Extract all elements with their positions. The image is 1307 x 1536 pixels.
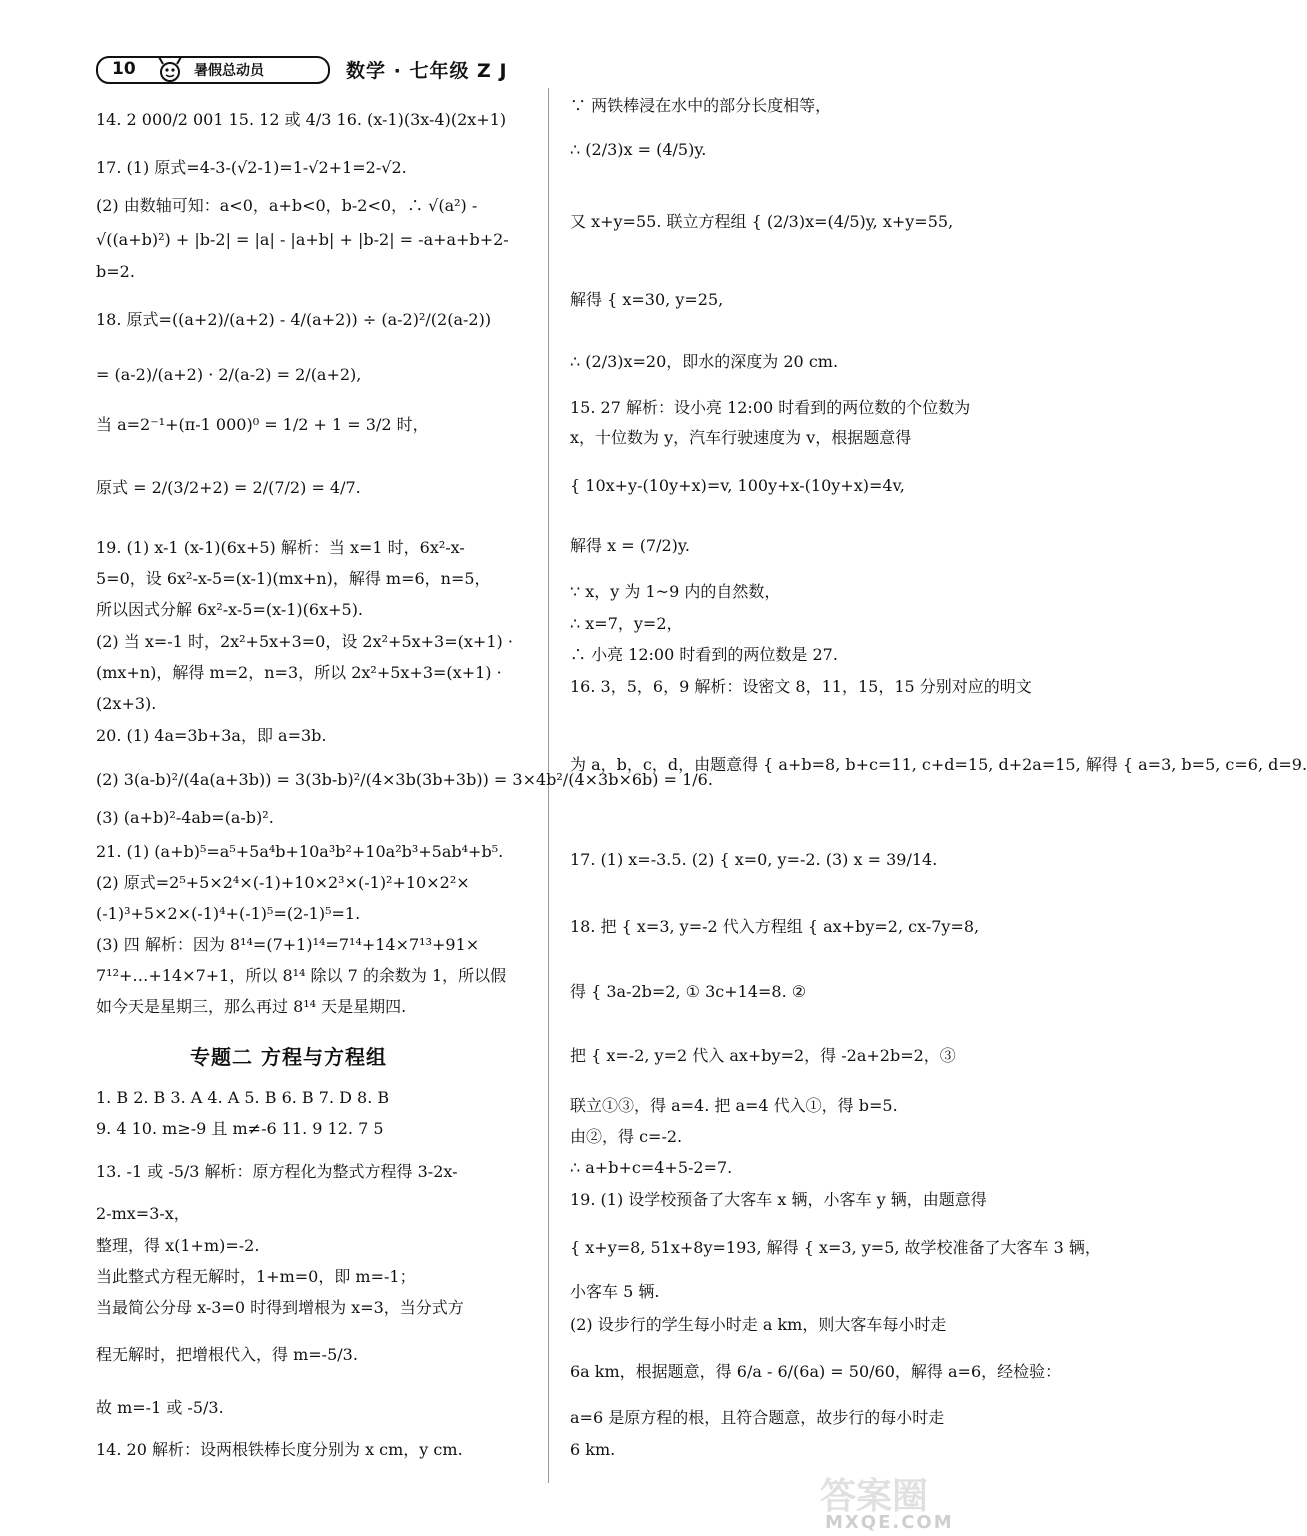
page-number-pill [96,56,330,84]
answer-line: 整理，得 x(1+m)=-2. [96,1236,260,1255]
answer-line: 故 m=-1 或 -5/3. [96,1398,224,1417]
answer-line: 6 km. [570,1440,616,1459]
watermark-domain: MXQE.COM [825,1512,954,1533]
answer-line: 9. 4 10. m≥-9 且 m≠-6 11. 9 12. 7 5 [96,1119,384,1138]
answer-line: 如今天是星期三，那么再过 8¹⁴ 天是星期四. [96,997,407,1016]
answer-line: (2) 原式=2⁵+5×2⁴×(-1)+10×2³×(-1)²+10×2²× [96,873,470,892]
answer-line: x，十位数为 y，汽车行驶速度为 v，根据题意得 [570,428,912,447]
answer-line: √((a+b)²) + |b-2| = |a| - |a+b| + |b-2| = -a+a+b+2- [96,230,509,249]
answer-line: 小客车 5 辆. [570,1282,660,1301]
answer-line: 13. -1 或 -5/3 解析：原方程化为整式方程得 3-2x- [96,1162,458,1181]
answer-line: (2) 设步行的学生每小时走 a km，则大客车每小时走 [570,1315,947,1334]
series-badge: 暑假总动员 [194,63,264,79]
answer-line: ∴ (2/3)x=20，即水的深度为 20 cm. [570,352,839,371]
answer-line: ∴ x=7，y=2， [570,614,683,633]
answer-line: 14. 2 000/2 001 15. 12 或 4/3 16. (x-1)(3x-4)(2x+1) [96,110,507,129]
answer-line: 18. 把 { x=3, y=-2 代入方程组 { ax+by=2, cx-7y=8, [570,917,980,936]
answer-line: a=6 是原方程的根，且符合题意，故步行的每小时走 [570,1408,945,1427]
answer-line: 为 a，b，c，d，由题意得 { a+b=8, b+c=11, c+d=15, d+2a=15, 解得 { a=3, b=5, c=6, d=9. [570,755,1307,774]
answer-line: (2) 当 x=-1 时，2x²+5x+3=0，设 2x²+5x+3=(x+1) · [96,632,513,651]
answer-line: { 10x+y-(10y+x)=v, 100y+x-(10y+x)=4v, [570,476,905,495]
answer-line: 由②，得 c=-2. [570,1127,683,1146]
answer-line: 当此整式方程无解时，1+m=0，即 m=-1； [96,1267,416,1286]
answer-line: = (a-2)/(a+2) · 2/(a-2) = 2/(a+2), [96,365,362,384]
answer-line: 5=0，设 6x²-x-5=(x-1)(mx+n)，解得 m=6，n=5， [96,569,491,588]
answer-line: 原式 = 2/(3/2+2) = 2/(7/2) = 4/7. [96,478,361,497]
answer-line: 解得 x = (7/2)y. [570,536,690,555]
answer-line: 18. 原式=((a+2)/(a+2) - 4/(a+2)) ÷ (a-2)²/(2(a-2)) [96,310,492,329]
answer-line: { x+y=8, 51x+8y=193, 解得 { x=3, y=5, 故学校准备了大客车 3 辆， [570,1238,1101,1257]
page-header [96,50,536,86]
answer-line: b=2. [96,262,135,281]
answer-line: 所以因式分解 6x²-x-5=(x-1)(6x+5). [96,600,364,619]
answer-line: 15. 27 解析：设小亮 12:00 时看到的两位数的个位数为 [570,398,971,417]
answer-line: 19. (1) 设学校预备了大客车 x 辆，小客车 y 辆，由题意得 [570,1190,987,1209]
answer-line: 20. (1) 4a=3b+3a，即 a=3b. [96,726,327,745]
answer-line: 当 a=2⁻¹+(π-1 000)⁰ = 1/2 + 1 = 3/2 时， [96,415,429,434]
answer-line: 2-mx=3-x， [96,1204,190,1223]
answer-line: (2) 3(a-b)²/(4a(a+3b)) = 3(3b-b)²/(4×3b(3b+3b)) = 3×4b²/(4×3b×6b) = 1/6. [96,770,713,789]
answer-line: 14. 20 解析：设两根铁棒长度分别为 x cm，y cm. [96,1440,463,1459]
answer-line: 7¹²+…+14×7+1，所以 8¹⁴ 除以 7 的余数为 1，所以假 [96,966,507,985]
page-number: 10 [112,59,136,79]
answer-line: (mx+n)，解得 m=2，n=3，所以 2x²+5x+3=(x+1) · [96,663,502,682]
answer-line: 得 { 3a-2b=2, ① 3c+14=8. ② [570,982,807,1001]
answer-line: 6a km，根据题意，得 6/a - 6/(6a) = 50/60，解得 a=6，经检验： [570,1362,1062,1381]
answer-line: 当最简公分母 x-3=0 时得到增根为 x=3，当分式方 [96,1298,464,1317]
answer-line: 解得 { x=30, y=25, [570,290,724,309]
answer-line: 程无解时，把增根代入，得 m=-5/3. [96,1345,358,1364]
mascot-icon [153,54,187,84]
answer-line: (2) 由数轴可知：a<0，a+b<0，b-2<0，∴ √(a²) - [96,196,478,215]
answer-line: 17. (1) x=-3.5. (2) { x=0, y=-2. (3) x = 39/14. [570,850,938,869]
answer-line: ∵ x，y 为 1~9 内的自然数， [570,582,781,601]
answer-line: ∴ a+b+c=4+5-2=7. [570,1158,733,1177]
answer-line: 1. B 2. B 3. A 4. A 5. B 6. B 7. D 8. B [96,1088,390,1107]
answer-line: 19. (1) x-1 (x-1)(6x+5) 解析：当 x=1 时，6x²-x- [96,538,465,557]
watermark-glyphs: 答案圈 [820,1476,929,1517]
answer-line: (-1)³+5×2×(-1)⁴+(-1)⁵=(2-1)⁵=1. [96,904,361,923]
answer-line: 又 x+y=55. 联立方程组 { (2/3)x=(4/5)y, x+y=55, [570,212,954,231]
answer-line: (3) 四 解析：因为 8¹⁴=(7+1)¹⁴=7¹⁴+14×7¹³+91× [96,935,480,954]
answer-line: 21. (1) (a+b)⁵=a⁵+5a⁴b+10a³b²+10a²b³+5ab⁴+b⁵. [96,842,504,861]
answer-line: (3) (a+b)²-4ab=(a-b)². [96,808,274,827]
answer-line: ∵ 两铁棒浸在水中的部分长度相等， [570,96,832,115]
answer-line: 联立①③，得 a=4. 把 a=4 代入①，得 b=5. [570,1096,898,1115]
answer-line: 17. (1) 原式=4-3-(√2-1)=1-√2+1=2-√2. [96,158,407,177]
subject-title: 数学 · 七年级 Z J [346,60,508,82]
answer-line: 16. 3，5，6，9 解析：设密文 8，11，15，15 分别对应的明文 [570,677,1032,696]
answer-line: 把 { x=-2, y=2 代入 ax+by=2，得 -2a+2b=2，③ [570,1046,956,1065]
answer-line: (2x+3). [96,694,157,713]
answer-line: ∴ 小亮 12:00 时看到的两位数是 27. [570,645,838,664]
answer-line: ∴ (2/3)x = (4/5)y. [570,140,707,159]
section-title: 专题二 方程与方程组 [190,1045,387,1069]
